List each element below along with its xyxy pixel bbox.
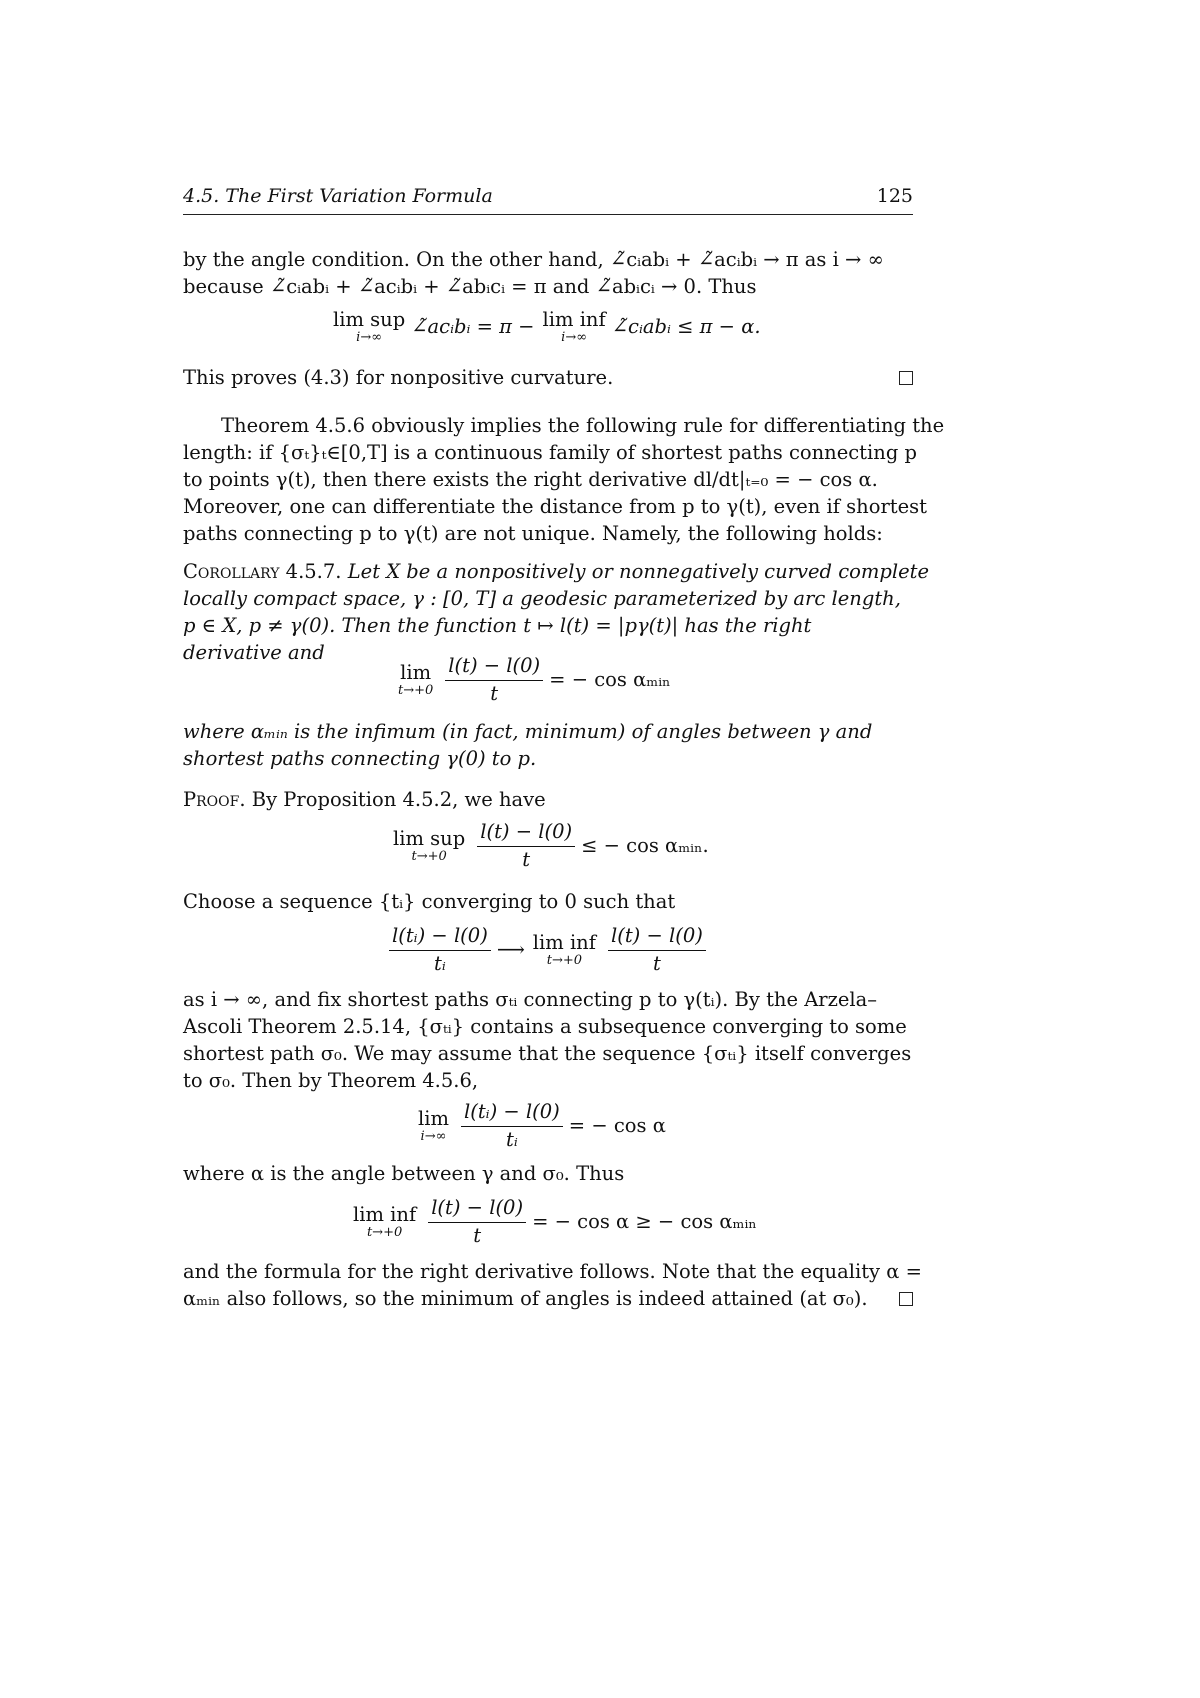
limit-operator: lim sup <box>393 827 466 850</box>
equation-rhs: = − cos α <box>568 1114 666 1137</box>
proof-angle-line <box>183 1160 913 1187</box>
fraction-denominator: t <box>490 682 499 705</box>
text-line: length: if {σₜ}ₜ∈[0,T] is a continuous family of shortest paths connecting p <box>183 441 917 464</box>
limit-operator: lim <box>400 661 432 684</box>
text-line: shortest path σ₀. We may assume that the sequence {σₜᵢ} itself converges <box>183 1042 912 1065</box>
qed-square-icon <box>899 1292 913 1306</box>
equation-limsup-angle <box>333 308 761 345</box>
text-line: where α is the angle between γ and σ₀. Thus <box>183 1162 625 1185</box>
equation-corollary-limit <box>398 654 671 705</box>
text-line: By Proposition 4.5.2, we have <box>251 788 546 811</box>
paragraph-theorem-rule <box>183 412 945 547</box>
equation-proof-lim-cos <box>418 1100 666 1151</box>
equation-rhs: ≤ − cos αₘᵢₙ. <box>581 834 709 857</box>
limit-subscript: t→+0 <box>398 683 434 698</box>
fraction-numerator: l(t) − l(0) <box>608 924 706 951</box>
fraction-denominator: t <box>652 952 661 975</box>
text-line: as i → ∞, and fix shortest paths σₜᵢ connecting p to γ(tᵢ). By the Arzela– <box>183 988 878 1011</box>
text-line: and the formula for the right derivative follows. Note that the equality α = <box>183 1260 922 1283</box>
fraction-numerator: l(tᵢ) − l(0) <box>461 1100 563 1127</box>
text-line: where αₘᵢₙ is the infimum (in fact, minimum) of angles between γ and <box>183 720 873 743</box>
text-line: because ∠̃cᵢabᵢ + ∠̃acᵢbᵢ + ∠̃abᵢcᵢ = π and ∠̃abᵢcᵢ → 0. Thus <box>183 275 757 298</box>
limit-subscript: i→∞ <box>420 1129 447 1144</box>
equation-rhs: = − cos α ≥ − cos αₘᵢₙ <box>532 1210 757 1233</box>
text-line: Let X be a nonpositively or nonnegatively curved complete <box>347 560 929 583</box>
fraction-denominator: tᵢ <box>434 952 446 975</box>
convergence-arrow: ⟶ <box>496 938 525 961</box>
running-header <box>183 180 913 215</box>
page-number: 125 <box>876 185 913 207</box>
text-line: to points γ(t), then there exists the right derivative dl/dt|ₜ₌₀ = − cos α. <box>183 468 878 491</box>
proof-end-line <box>183 364 913 391</box>
paragraph-conclusion <box>183 1258 922 1312</box>
equation-rhs: = − cos αₘᵢₙ <box>549 668 671 691</box>
text-line: Ascoli Theorem 2.5.14, {σₜᵢ} contains a subsequence converging to some <box>183 1015 907 1038</box>
text-line: paths connecting p to γ(t) are not unique. Namely, the following holds: <box>183 522 883 545</box>
fraction-numerator: l(t) − l(0) <box>477 820 575 847</box>
limit-operator: lim inf <box>542 308 606 331</box>
equation-proof-limsup <box>393 820 709 871</box>
text-line: locally compact space, γ : [0, T] a geodesic parameterized by arc length, <box>183 587 901 610</box>
equation-expression: ∠̃cᵢabᵢ ≤ π − α. <box>611 315 761 338</box>
limit-operator: lim inf <box>532 931 596 954</box>
text-line: p ∈ X, p ≠ γ(0). Then the function t ↦ l(t) = |pγ(t)| has the right <box>183 614 812 637</box>
proof-sequence-line <box>183 888 913 915</box>
limit-operator: lim inf <box>353 1203 417 1226</box>
paragraph-arzela-ascoli <box>183 986 913 1094</box>
fraction-denominator: tᵢ <box>505 1128 518 1151</box>
equation-proof-sequence <box>383 924 712 975</box>
text-line: Theorem 4.5.6 obviously implies the following rule for differentiating the <box>221 414 945 437</box>
text-line: to σ₀. Then by Theorem 4.5.6, <box>183 1069 479 1092</box>
limit-operator: lim sup <box>333 308 406 331</box>
qed-square-icon <box>899 371 913 385</box>
proof-label: Proof. <box>183 788 246 811</box>
fraction-denominator: t <box>473 1224 482 1247</box>
text-line: Choose a sequence {tᵢ} converging to 0 such that <box>183 890 676 913</box>
fraction-numerator: l(t) − l(0) <box>445 654 543 681</box>
fraction-denominator: t <box>522 848 531 871</box>
section-title: 4.5. The First Variation Formula <box>183 185 493 207</box>
equation-proof-liminf <box>353 1196 757 1247</box>
limit-subscript: i→∞ <box>356 330 383 345</box>
fraction-numerator: l(tᵢ) − l(0) <box>389 924 491 951</box>
fraction-numerator: l(t) − l(0) <box>428 1196 526 1223</box>
limit-subscript: t→+0 <box>546 953 583 968</box>
corollary-block <box>183 558 929 666</box>
text-line: shortest paths connecting γ(0) to p. <box>183 747 537 770</box>
text-line: by the angle condition. On the other hand, ∠̃cᵢabᵢ + ∠̃acᵢbᵢ → π as i → ∞ <box>183 248 884 271</box>
equation-expression: ∠̃acᵢbᵢ = π − <box>411 315 535 338</box>
text-line: derivative and <box>183 641 325 664</box>
text-line: αₘᵢₙ also follows, so the minimum of angles is indeed attained (at σ₀). <box>183 1287 868 1310</box>
proof-intro <box>183 786 913 813</box>
limit-subscript: t→+0 <box>366 1225 403 1240</box>
text-line: This proves (4.3) for nonpositive curvature. <box>183 366 614 389</box>
limit-subscript: i→∞ <box>561 330 588 345</box>
limit-subscript: t→+0 <box>411 849 447 864</box>
paragraph-angle-condition <box>183 246 913 300</box>
limit-operator: lim <box>418 1107 449 1130</box>
corollary-tail <box>183 718 913 772</box>
corollary-label: Corollary 4.5.7. <box>183 560 342 583</box>
text-line: Moreover, one can differentiate the distance from p to γ(t), even if shortest <box>183 495 928 518</box>
